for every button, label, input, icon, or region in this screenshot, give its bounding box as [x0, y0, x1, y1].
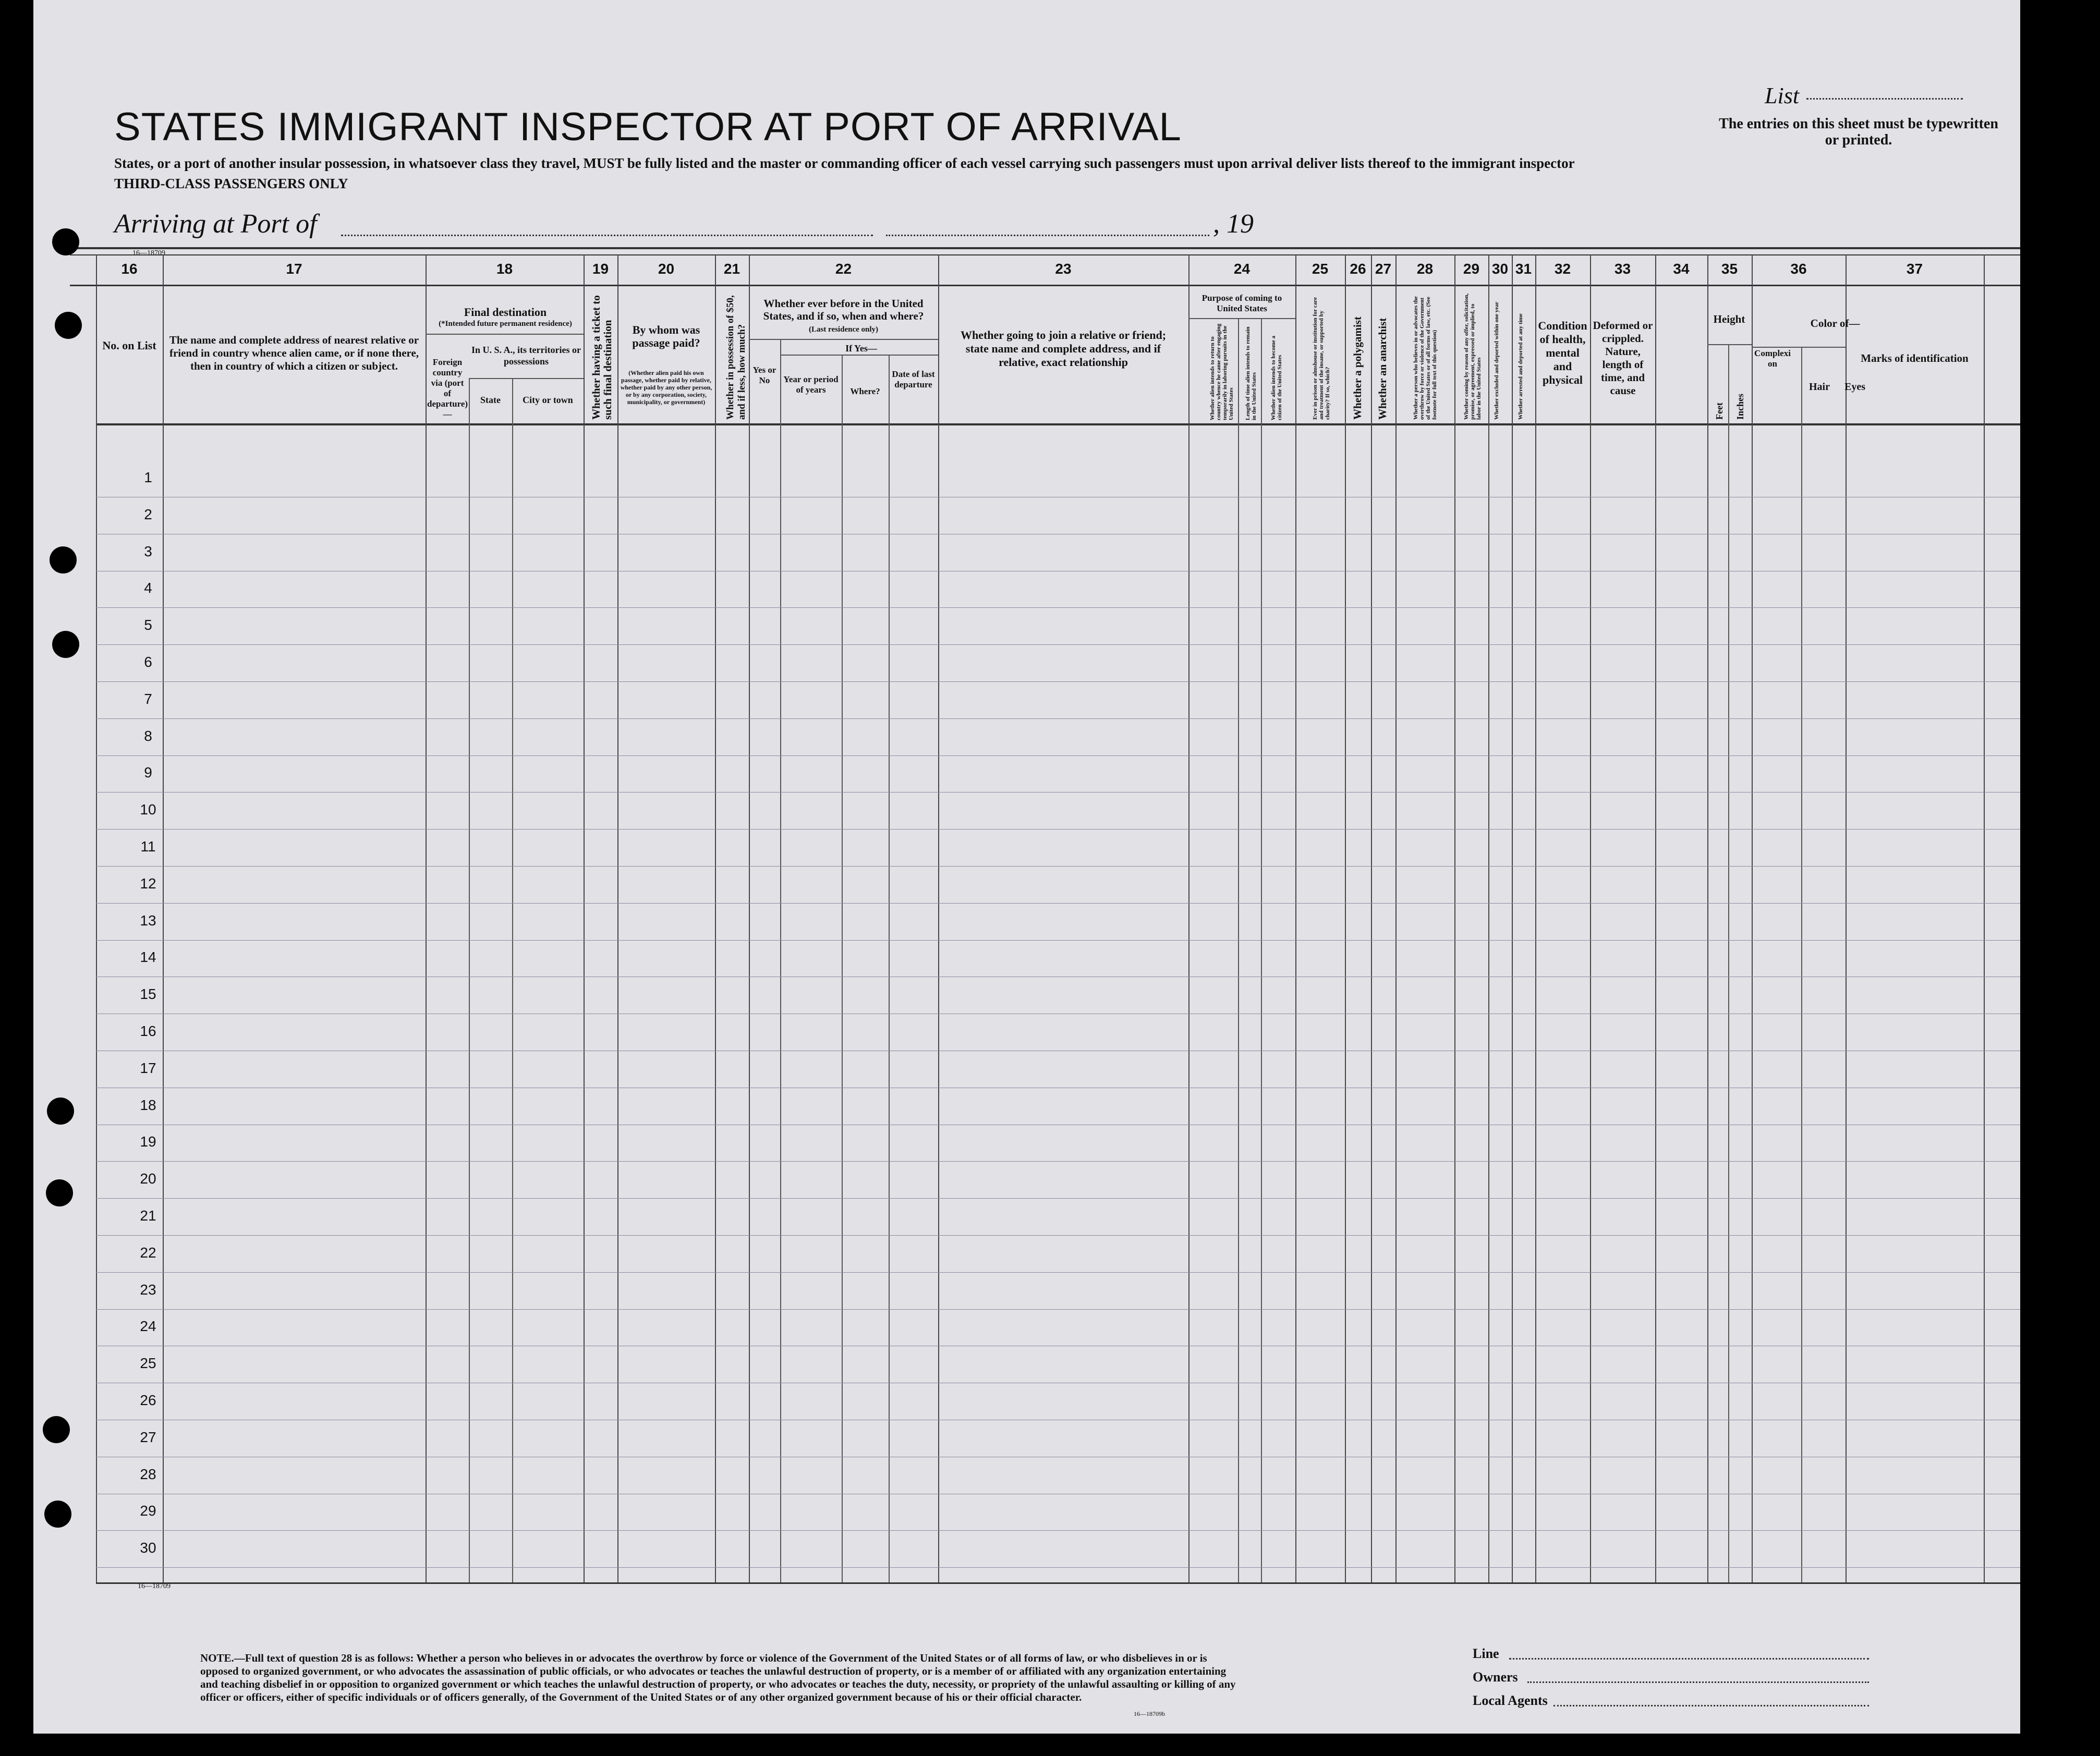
column-number: 17	[286, 261, 302, 277]
arriving-label: Arriving at Port of	[114, 209, 317, 239]
header-marks: Marks of identification	[1861, 352, 1969, 364]
list-number-field[interactable]	[1806, 98, 1963, 100]
row-rule	[96, 1235, 2020, 1236]
header-yes-no: Yes or No	[752, 365, 776, 385]
header-eyes: Eyes	[1844, 381, 1865, 393]
header-ever-before: Whether ever before in the United States, and if so, when and where?	[763, 297, 924, 322]
owners-field[interactable]	[1527, 1681, 1869, 1683]
header-date-departure: Date of last departure	[892, 369, 935, 389]
row-number: 2	[144, 506, 152, 522]
punch-hole	[52, 631, 79, 658]
row-number: 9	[144, 764, 152, 781]
row-number: 4	[144, 580, 152, 596]
row-number: 8	[144, 728, 152, 744]
line-field[interactable]	[1509, 1658, 1869, 1660]
column-number: 30	[1491, 261, 1509, 277]
row-number: 21	[140, 1208, 156, 1224]
sub-divider	[1238, 318, 1239, 1582]
row-number: 6	[144, 654, 152, 670]
column-number: 35	[1721, 261, 1738, 277]
header-foreign-country: Foreign country via (port of departure)—	[427, 357, 468, 419]
sub-divider	[1261, 318, 1262, 1582]
column-number: 20	[658, 261, 675, 277]
entries-note: The entries on this sheet must be typewritten or printed.	[1719, 116, 1998, 148]
form-code: 16—18709	[132, 249, 165, 257]
row-rule	[96, 718, 2020, 719]
header-passage-paid: By whom was passage paid?	[632, 323, 700, 349]
header-feet: Feet	[1714, 403, 1725, 420]
header-ticket: Whether having a ticket to such final destination	[590, 295, 614, 420]
passenger-class-label: THIRD-CLASS PASSENGERS ONLY	[114, 176, 348, 191]
column-number: 23	[1055, 261, 1072, 277]
column-number: 28	[1416, 261, 1434, 277]
column-number: 37	[1906, 261, 1923, 277]
row-number: 29	[140, 1503, 156, 1519]
header-if-yes: If Yes—	[845, 343, 877, 353]
page-title: STATES IMMIGRANT INSPECTOR AT PORT OF ARRIVAL	[114, 105, 1182, 149]
header-no-on-list: No. on List	[102, 339, 156, 352]
row-number: 18	[140, 1097, 156, 1113]
row-number: 13	[140, 912, 156, 929]
header-fifty-dollars: Whether in possession of $50, and if less, how much?	[725, 295, 747, 420]
header-passage-paid-sub: (Whether alien paid his own passage, whether paid by relative, whether paid by any other person, or by any corporation, society, municipality, or government)	[620, 369, 712, 406]
row-number: 17	[140, 1060, 156, 1076]
header-polygamist: Whether a polygamist	[1351, 316, 1364, 420]
row-rule	[96, 1272, 2020, 1273]
rule	[70, 254, 2020, 255]
header-where: Where?	[850, 386, 880, 396]
header-deformed: Deformed or crippled. Nature, length of time, and cause	[1593, 319, 1653, 397]
header-purpose-length: Length of time alien intends to remain in the United States	[1245, 326, 1257, 420]
column-number: 21	[723, 261, 741, 277]
header-health: Condition of health, mental and physical	[1538, 319, 1587, 386]
punch-hole	[47, 1098, 74, 1125]
list-label: List	[1765, 83, 1800, 108]
header-join-relative: Whether going to join a relative or friend; state name and complete address, and if relative, exact relationship	[960, 328, 1167, 369]
row-number: 14	[140, 949, 156, 965]
punch-hole	[50, 546, 77, 574]
header-complexion: Complexion	[1754, 348, 1791, 369]
owners-label: Owners	[1473, 1669, 1518, 1685]
row-number: 3	[144, 543, 152, 559]
header-city: City or town	[523, 395, 573, 405]
header-color: Color of—	[1810, 317, 1860, 330]
punch-hole	[44, 1501, 71, 1528]
header-labor-offer: Whether coming by reason of any offer, solicitation, promise, or agreement, expressed or implied, to labor in the United States	[1463, 293, 1482, 420]
form-code: 16—18709b	[1134, 1710, 1165, 1717]
row-rule	[96, 1161, 2020, 1162]
row-number: 26	[140, 1392, 156, 1408]
date-field[interactable]	[886, 235, 1209, 236]
header-in-usa: In U. S. A., its territories or possessions	[471, 345, 581, 367]
port-field[interactable]	[341, 235, 873, 236]
sub-rule	[1707, 344, 1752, 345]
row-number: 22	[140, 1245, 156, 1261]
column-number: 32	[1554, 261, 1571, 277]
header-height: Height	[1713, 313, 1745, 325]
header-ever-before-sub: (Last residence only)	[808, 325, 879, 334]
column-number: 29	[1463, 261, 1480, 277]
rule	[70, 285, 2020, 286]
row-number: 20	[140, 1170, 156, 1187]
row-rule	[96, 607, 2020, 608]
row-number: 23	[140, 1282, 156, 1298]
row-rule	[96, 1567, 2020, 1568]
column-number: 25	[1312, 261, 1329, 277]
header-arrested: Whether arrested and deported at any time	[1518, 313, 1524, 420]
row-number: 11	[140, 838, 156, 855]
punch-hole	[46, 1179, 73, 1206]
header-prison: Ever in prison or almshouse or institution for care and treatment of the insane, or supported by charity? If so, which?	[1312, 297, 1331, 420]
row-number: 7	[144, 691, 152, 707]
header-purpose: Purpose of coming to United States	[1201, 293, 1282, 313]
row-number: 27	[140, 1429, 156, 1445]
header-state: State	[480, 395, 501, 405]
form-code: 16—18709	[138, 1582, 171, 1590]
sub-rule	[1752, 347, 1846, 348]
column-number: 16	[121, 261, 138, 277]
row-number: 19	[140, 1133, 156, 1150]
header-nearest-relative: The name and complete address of nearest relative or friend in country whence alien came, or if none there, then in country of which a citizen or subject.	[169, 334, 419, 372]
header-final-destination-sub: (*Intended future permanent residence)	[439, 320, 572, 328]
row-rule	[96, 940, 2020, 941]
row-number: 10	[140, 801, 156, 818]
header-inches: Inches	[1735, 393, 1745, 420]
column-number: 18	[496, 261, 513, 277]
row-rule	[96, 829, 2020, 830]
sub-rule	[426, 334, 469, 335]
row-number: 1	[144, 469, 152, 485]
row-rule	[96, 681, 2020, 682]
sub-divider	[469, 378, 470, 1582]
column-number: 34	[1673, 261, 1690, 277]
row-number: 28	[140, 1466, 156, 1482]
sub-divider	[842, 355, 843, 1582]
column-number: 19	[592, 261, 609, 277]
row-number: 5	[144, 617, 152, 633]
header-final-destination: Final destination	[464, 306, 547, 319]
row-number: 24	[140, 1318, 156, 1334]
sub-divider	[1728, 344, 1729, 1582]
rule	[96, 423, 2020, 425]
sub-divider	[512, 378, 513, 1582]
instruction-line: States, or a port of another insular possession, in whatsoever class they travel, MUST be fully listed and the master or commanding officer of each vessel carrying such passengers must upon arrival deliver lists thereof to the immigrant inspector	[114, 155, 1575, 171]
footnote-question-28: NOTE.—Full text of question 28 is as follows: Whether a person who believes in or advocates the overthrow by force or violence of the Government of the United States or of all forms of law, or who disbelieves in or is opposed to organized government, or who advocates the assassination of public officials, or who advocates or teaches the unlawful destruction of property, or is a member of or affiliated with any organization entertaining and teaching disbelief in or opposition to organized government or which teaches the unlawful destruction of property, or who advocates or teaches the duty, necessity, or propriety of the unlawful assaulting or killing of any officer or officers, either of specific individuals or of officers generally, of the Government of the United States or of any other organized government because of his or their official character.	[200, 1652, 1236, 1703]
local-agents-field[interactable]	[1553, 1705, 1869, 1706]
sub-divider	[780, 339, 781, 1582]
column-number: 22	[835, 261, 852, 277]
punch-hole	[52, 228, 79, 255]
sub-rule	[749, 339, 938, 340]
header-anarchist: Whether an anarchist	[1376, 318, 1389, 420]
row-number: 25	[140, 1355, 156, 1371]
column-number: 33	[1614, 261, 1631, 277]
sub-rule	[469, 378, 584, 379]
header-purpose-citizen: Whether alien intends to become a citizen of the United States	[1270, 335, 1283, 420]
year-prefix: , 19	[1213, 209, 1254, 239]
sub-rule	[1188, 318, 1295, 319]
row-rule	[96, 755, 2020, 756]
local-agents-label: Local Agents	[1473, 1693, 1548, 1708]
row-number: 16	[140, 1023, 156, 1039]
rule	[70, 247, 2020, 249]
column-number: 31	[1515, 261, 1532, 277]
header-question-28: Whether a person who believes in or advocates the overthrow by force or violence of the Government of the United States or of all forms of law, etc. (See footnote for full text of this question)	[1413, 296, 1438, 420]
row-number: 15	[140, 986, 156, 1002]
rule	[96, 1582, 2020, 1584]
punch-hole	[43, 1416, 70, 1443]
line-label: Line	[1473, 1646, 1499, 1661]
header-purpose-return: Whether alien intends to return to country whence he came after engaging temporarily in laboring pursuits in the United States	[1209, 323, 1234, 420]
column-number: 36	[1790, 261, 1807, 277]
row-number: 30	[140, 1540, 156, 1556]
column-number: 27	[1375, 261, 1392, 277]
column-number: 24	[1233, 261, 1251, 277]
row-number: 12	[140, 875, 156, 892]
sub-divider	[889, 355, 890, 1582]
header-hair: Hair	[1809, 381, 1830, 393]
row-rule	[96, 644, 2020, 645]
row-rule	[96, 903, 2020, 904]
sub-rule	[469, 334, 584, 335]
row-rule	[96, 1309, 2020, 1310]
sub-divider	[1801, 347, 1802, 1582]
column-number: 26	[1350, 261, 1366, 277]
row-rule	[96, 866, 2020, 867]
row-rule	[96, 1530, 2020, 1531]
punch-hole	[55, 312, 82, 339]
header-period: Year or period of years	[783, 374, 839, 395]
form-sheet	[33, 0, 2020, 1734]
row-rule	[96, 1198, 2020, 1199]
header-excluded: Whether excluded and deported within one year	[1494, 301, 1500, 420]
